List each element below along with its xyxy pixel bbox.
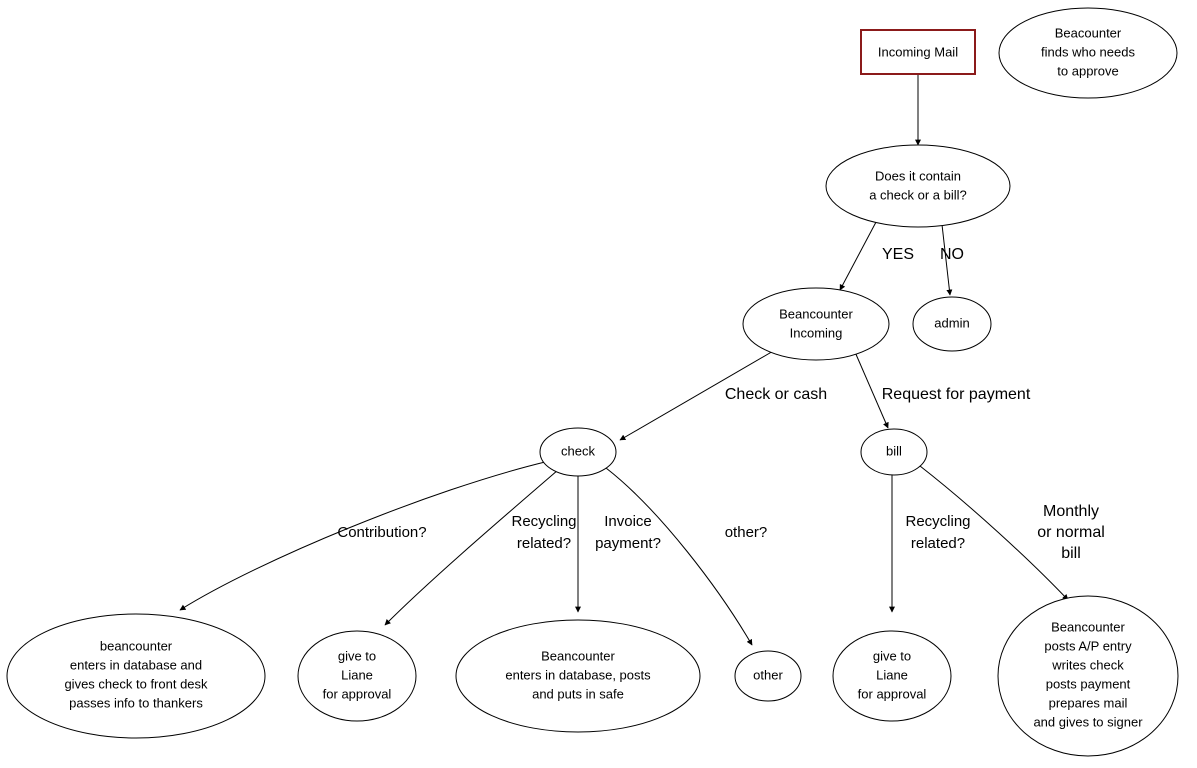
beancounter-incoming-ellipse[interactable] — [743, 288, 889, 360]
node-give-to-liane-bill[interactable] — [833, 631, 951, 721]
liane2-line3: for approval — [857, 686, 927, 702]
node-give-to-liane-check[interactable] — [298, 631, 416, 721]
edge-label-invoice-2: payment? — [595, 534, 661, 552]
bc-ap-line4: posts payment — [1045, 676, 1131, 692]
node-beancounter-ap[interactable] — [998, 596, 1178, 756]
liane1-line1: give to — [337, 648, 377, 664]
beancounter-finds-line1: Beacounter — [1054, 25, 1122, 41]
bc-ap-line2: posts A/P entry — [1044, 638, 1132, 654]
edge-label-contribution: Contribution? — [337, 523, 427, 541]
edge-label-monthly-1: Monthly — [1042, 503, 1100, 521]
edge-label-monthly-2: or normal — [1037, 524, 1105, 542]
bc-ap-line3: writes check — [1052, 657, 1124, 673]
liane1-line3: for approval — [322, 686, 392, 702]
edge-check-to-other — [606, 468, 752, 645]
edge-label-recycling-bill-1: Recycling — [905, 512, 971, 530]
beancounter-finds-line2: finds who needs — [1041, 44, 1135, 60]
bc-db-line2: enters in database and — [69, 657, 203, 673]
node-beancounter-database-thankers[interactable] — [7, 614, 265, 738]
bc-safe-line3: and puts in safe — [532, 686, 624, 702]
check-label: check — [561, 443, 595, 459]
edge-labels — [337, 246, 1104, 562]
bc-safe-line1: Beancounter — [541, 648, 615, 664]
node-beancounter-finds[interactable] — [999, 8, 1177, 98]
edge-label-recycling-bill-2: related? — [910, 534, 966, 552]
bc-db-line4: passes info to thankers — [69, 695, 203, 711]
contains-check-or-bill-ellipse[interactable] — [826, 145, 1010, 227]
edge-label-request-for-payment: Request for payment — [881, 386, 1031, 404]
edge-label-no: NO — [940, 246, 964, 264]
other-label: other — [753, 667, 783, 683]
bill-label: bill — [886, 443, 902, 459]
bc-db-line1: beancounter — [99, 638, 173, 654]
bc-db-line3: gives check to front desk — [64, 676, 208, 692]
bc-ap-line5: prepares mail — [1048, 695, 1128, 711]
bc-safe-line2: enters in database, posts — [505, 667, 651, 683]
contains-line2: a check or a bill? — [869, 187, 967, 203]
incoming-mail-label: Incoming Mail — [877, 44, 959, 60]
node-admin[interactable] — [913, 297, 991, 351]
edge-label-invoice-1: Invoice — [604, 512, 652, 530]
edge-label-recycling-1: Recycling — [511, 512, 577, 530]
liane2-line2: Liane — [876, 667, 908, 683]
node-contains-check-or-bill[interactable] — [826, 145, 1010, 227]
edge-label-other-question: other? — [724, 523, 768, 541]
bc-ap-line1: Beancounter — [1051, 619, 1125, 635]
admin-label: admin — [934, 315, 970, 331]
beancounter-finds-line3: to approve — [1057, 63, 1119, 79]
node-beancounter-safe[interactable] — [456, 620, 700, 732]
node-beancounter-incoming[interactable] — [743, 288, 889, 360]
liane1-line2: Liane — [341, 667, 373, 683]
bc-ap-line6: and gives to signer — [1033, 714, 1143, 730]
node-other[interactable] — [735, 651, 801, 701]
liane2-line1: give to — [872, 648, 912, 664]
node-incoming-mail[interactable] — [861, 30, 975, 74]
edge-label-recycling-2: related? — [516, 534, 572, 552]
edge-label-monthly-3: bill — [1061, 545, 1081, 563]
edge-label-check-or-cash: Check or cash — [724, 386, 828, 404]
beancounter-incoming-line2: Incoming — [789, 325, 843, 341]
contains-line1: Does it contain — [875, 168, 961, 184]
node-bill[interactable] — [861, 429, 927, 475]
beancounter-incoming-line1: Beancounter — [779, 306, 853, 322]
node-check[interactable] — [540, 428, 616, 476]
edge-label-yes: YES — [881, 246, 915, 264]
